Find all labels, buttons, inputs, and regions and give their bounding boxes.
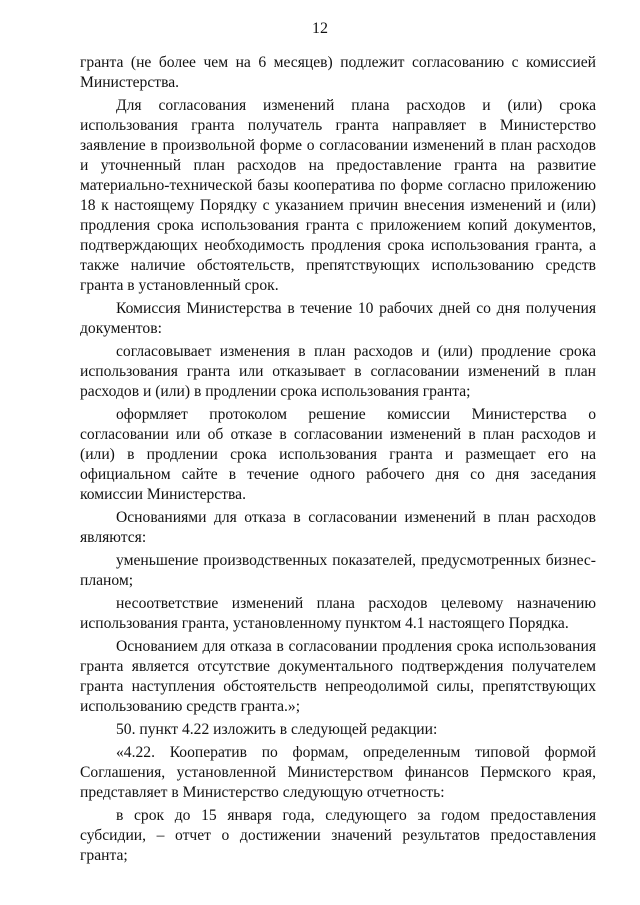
paragraph-extension-refusal-ground: Основанием для отказа в согласовании продления срока использования гранта является отсутствие документального подтверждения получателем гранта наступления обстоятельств непреодолимой силы, препятствующих использованию средств гранта.»;: [80, 638, 596, 715]
paragraph-item-4-22: «4.22. Кооператив по формам, определенным типовой формой Соглашения, установленной Министерством финансов Пермского края, представляет в Министерство следующую отчетность:: [80, 744, 596, 801]
paragraph-commission-review: Комиссия Министерства в течение 10 рабочих дней со дня получения документов:: [80, 300, 596, 337]
paragraph-refusal-reason-1: уменьшение производственных показателей, предусмотренных бизнес-планом;: [80, 552, 596, 589]
page-number: 12: [312, 20, 328, 37]
paragraph-item-50: 50. пункт 4.22 изложить в следующей редакции:: [116, 721, 438, 738]
paragraph-commission-protocol: оформляет протоколом решение комиссии Министерства о согласовании или об отказе в согласовании изменений в план расходов и (или) в продлении срока использования гранта и размещает его на официальном сайте в течение одного рабочего дня со дня заседания комиссии Министерства.: [80, 406, 596, 503]
paragraph-application-procedure: Для согласования изменений плана расходов и (или) срока использования гранта получатель гранта направляет в Министерство заявление в произвольной форме о согласовании изменений в план расходов и уточненный план расходов на предоставление гранта на развитие материально-технической базы кооператива по форме согласно приложению 18 к настоящему Порядку с указанием причин внесения изменений и (или) продления срока использования гранта с приложением копий документов, подтверждающих необходимость продления срока использования гранта, а также наличие обстоятельств, препятствующих использованию средств гранта в установленный срок.: [80, 97, 596, 294]
document-body: [80, 53, 596, 869]
paragraph-commission-approves: согласовывает изменения в план расходов и (или) продление срока использования гранта или отказывает в согласовании изменений в план расходов и (или) в продлении срока использования гранта;: [80, 343, 596, 400]
paragraph-grant-extension-approval: гранта (не более чем на 6 месяцев) подлежит согласованию с комиссией Министерства.: [80, 54, 596, 91]
paragraph-reporting-deadline: в срок до 15 января года, следующего за годом предоставления субсидии, – отчет о достижении значений результатов предоставления гранта;: [80, 807, 596, 864]
paragraph-refusal-reason-2: несоответствие изменений плана расходов целевому назначению использования гранта, установленному пунктом 4.1 настоящего Порядка.: [80, 595, 596, 632]
paragraph-refusal-grounds: Основаниями для отказа в согласовании изменений в план расходов являются:: [80, 509, 596, 546]
